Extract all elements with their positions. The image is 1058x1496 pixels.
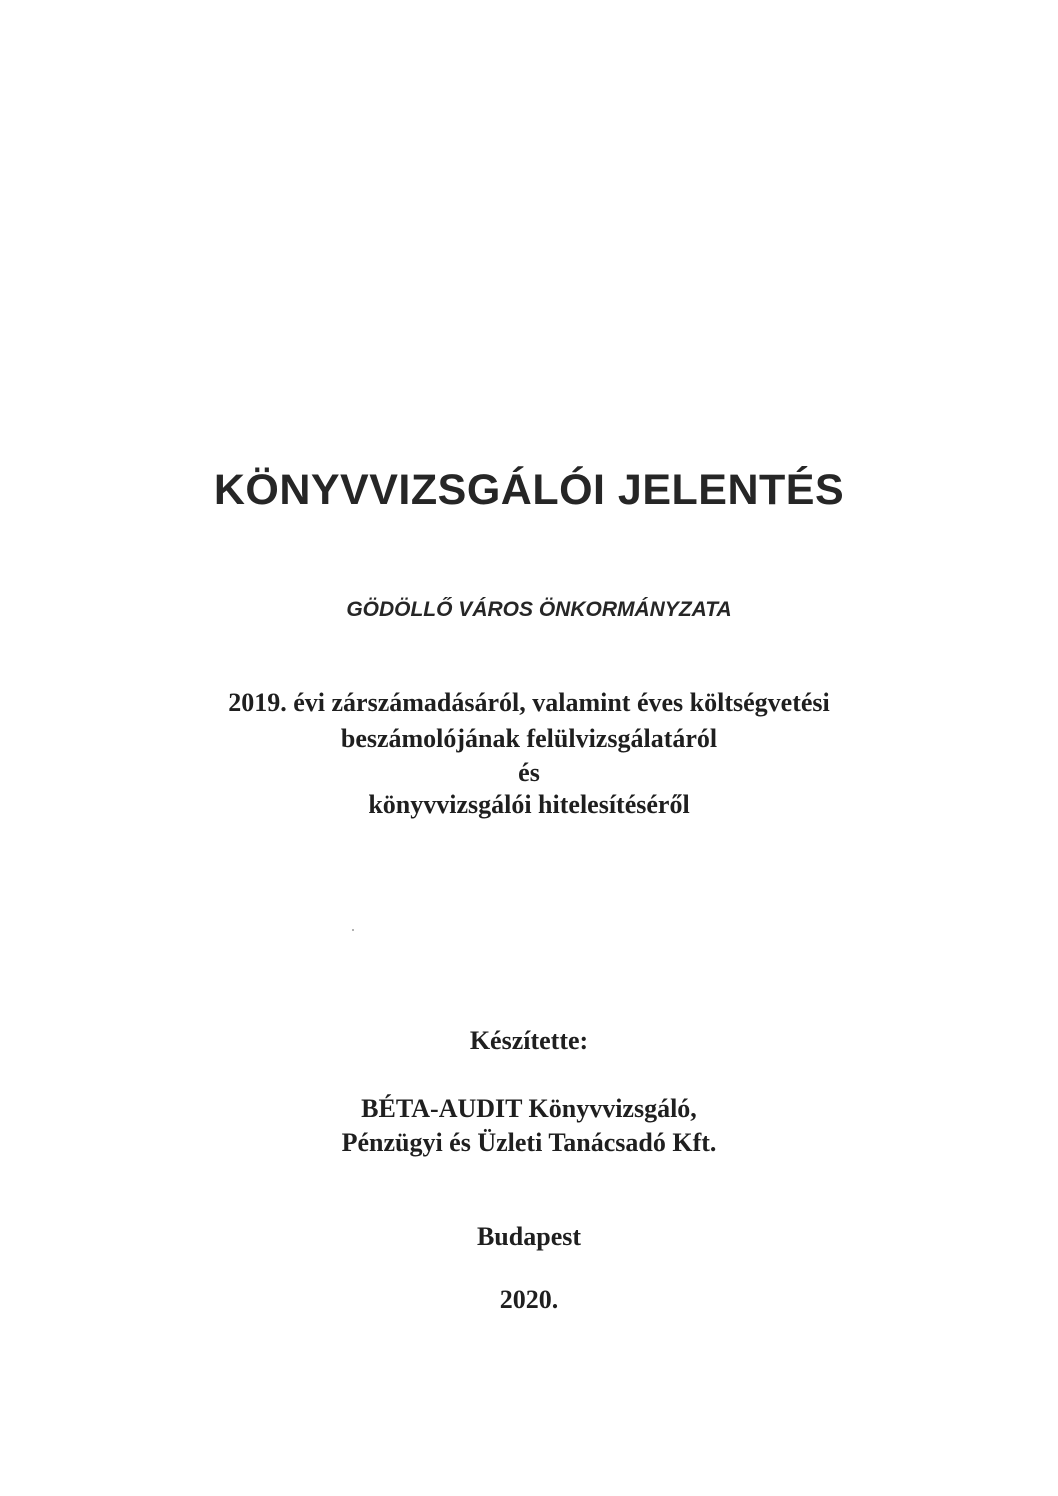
description-line: 2019. évi zárszámadásáról, valamint éves költségvetési	[228, 688, 830, 717]
document-title: KÖNYVVIZSGÁLÓI JELENTÉS	[213, 466, 845, 514]
description-line: és	[518, 758, 540, 787]
document-subtitle: GÖDÖLLŐ VÁROS ÖNKORMÁNYZATA	[346, 598, 732, 621]
scan-speck	[352, 929, 354, 931]
year: 2020.	[499, 1285, 559, 1314]
prepared-by-label: Készítette:	[469, 1026, 589, 1055]
organization-line: BÉTA-AUDIT Könyvvizsgáló,	[361, 1094, 697, 1123]
organization-line: Pénzügyi és Üzleti Tanácsadó Kft.	[341, 1128, 717, 1157]
description-line: beszámolójának felülvizsgálatáról	[340, 724, 718, 753]
description-line: könyvvizsgálói hitelesítéséről	[368, 790, 690, 819]
city: Budapest	[476, 1222, 582, 1251]
